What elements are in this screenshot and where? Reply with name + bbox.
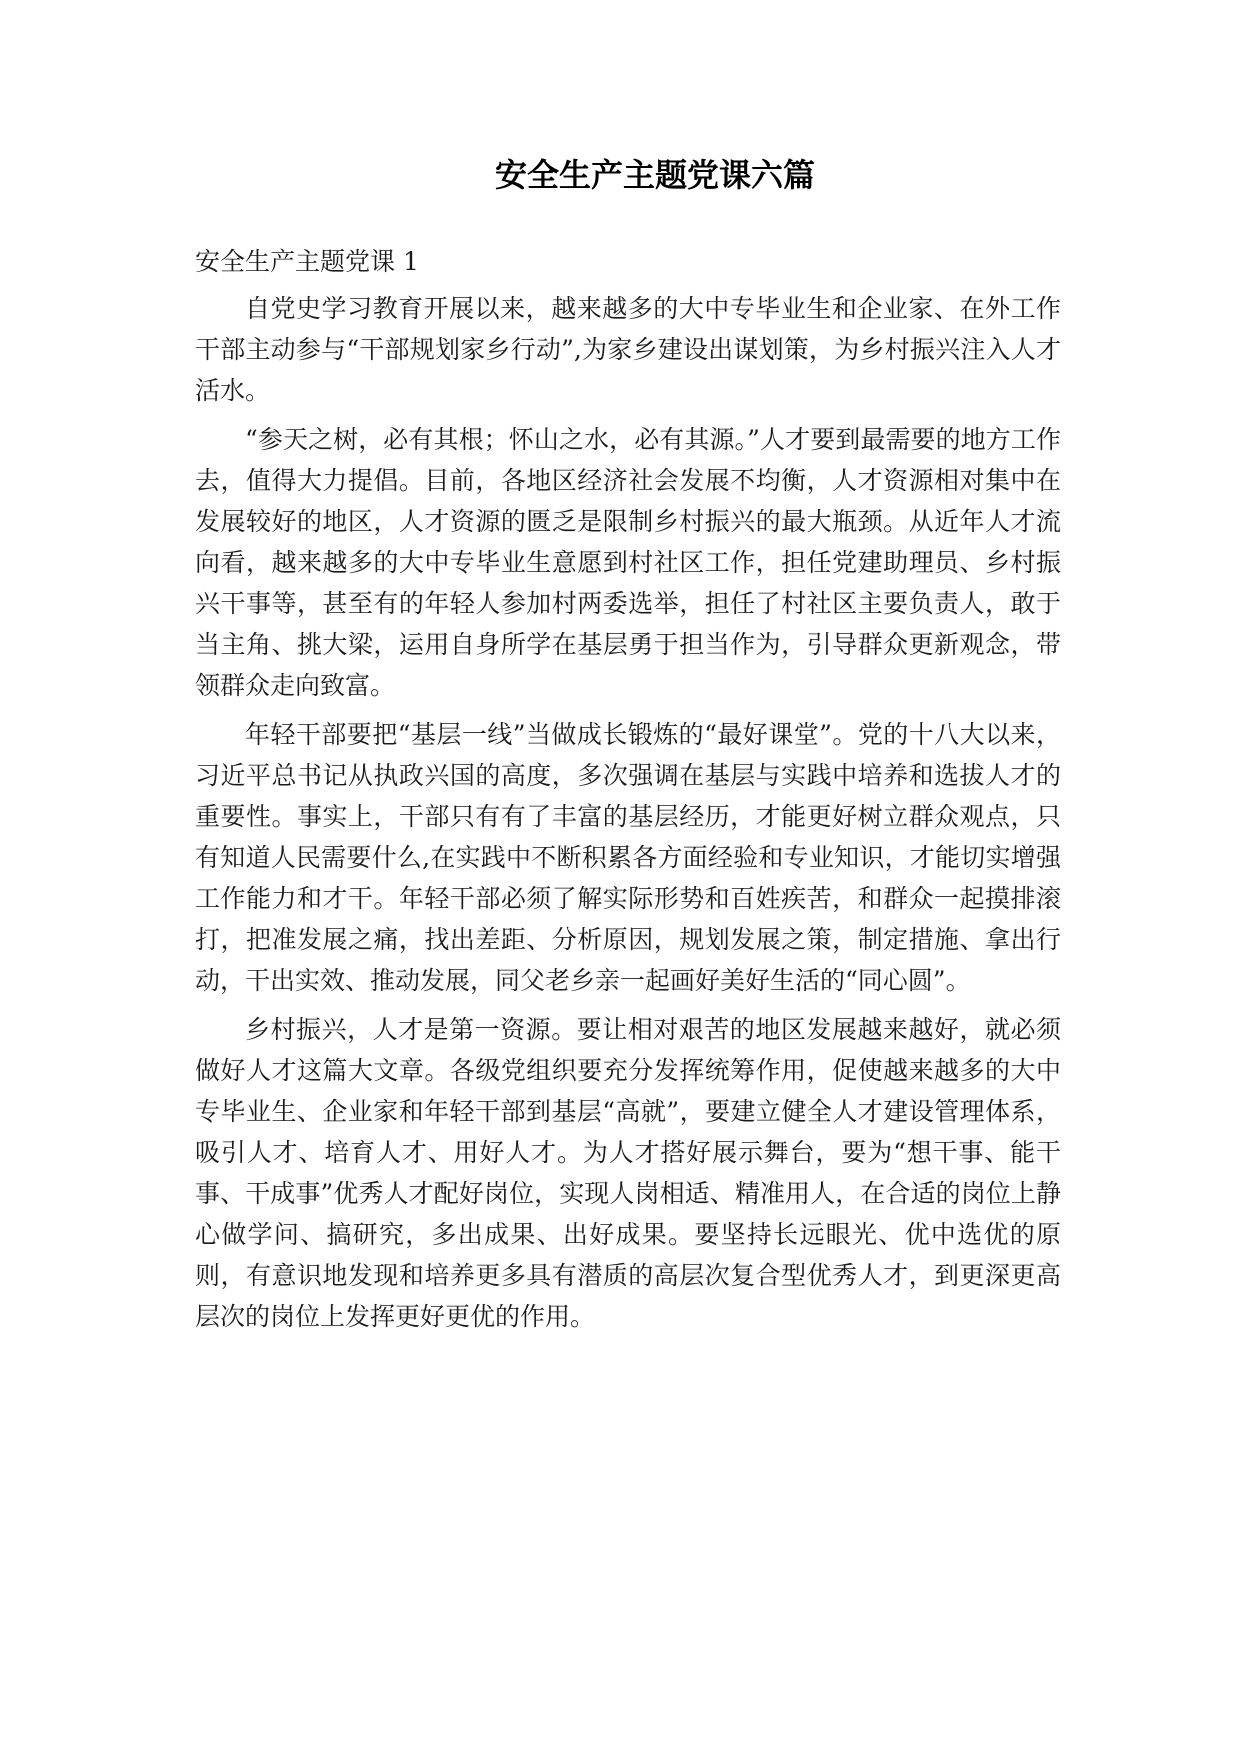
paragraph-4: 乡村振兴，人才是第一资源。要让相对艰苦的地区发展越来越好，就必须做好人才这篇大文章。各级党组织要充分发挥统筹作用，促使越来越多的大中专毕业生、企业家和年轻干部到基层“高就”，要建立健全人才建设管理体系，吸引人才、培育人才、用好人才。为人才搭好展示舞台，要为“想干事、能干事、干成事”优秀人才配好岗位，实现人岗相适、精准用人，在合适的岗位上静心做学问、搞研究，多出成果、出好成果。要坚持长远眼光、优中选优的原则，有意识地发现和培养更多具有潜质的高层次复合型优秀人才，到更深更高层次的岗位上发挥更好更优的作用。 (195, 1015, 1061, 1331)
paragraph-2: “参天之树，必有其根；怀山之水，必有其源。”人才要到最需要的地方工作去，值得大力提倡。目前，各地区经济社会发展不均衡，人才资源相对集中在发展较好的地区，人才资源的匮乏是限制乡村振兴的最大瓶颈。从近年人才流向看，越来越多的大中专毕业生意愿到村社区工作，担任党建助理员、乡村振兴干事等，甚至有的年轻人参加村两委选举，担任了村社区主要负责人，敢于当主角、挑大梁，运用自身所学在基层勇于担当作为，引导群众更新观念，带领群众走向致富。 (195, 425, 1061, 700)
document-body (195, 241, 1061, 1345)
document-title: 安全生产主题党课六篇 (494, 156, 815, 194)
paragraph-1: 自党史学习教育开展以来，越来越多的大中专毕业生和企业家、在外工作干部主动参与“干部规划家乡行动”,为家乡建设出谋划策，为乡村振兴注入人才活水。 (195, 294, 1061, 405)
paragraph-3: 年轻干部要把“基层一线”当做成长锻炼的“最好课堂”。党的十八大以来，习近平总书记从执政兴国的高度，多次强调在基层与实践中培养和选拔人才的重要性。事实上，干部只有有了丰富的基层经历，才能更好树立群众观点，只有知道人民需要什么,在实践中不断积累各方面经验和专业知识，才能切实增强工作能力和才干。年轻干部必须了解实际形势和百姓疾苦，和群众一起摸排滚打，把准发展之痛，找出差距、分析原因，规划发展之策，制定措施、拿出行动，干出实效、推动发展，同父老乡亲一起画好美好生活的“同心圆”。 (195, 720, 1061, 995)
section-heading: 安全生产主题党课 1 (195, 247, 419, 276)
